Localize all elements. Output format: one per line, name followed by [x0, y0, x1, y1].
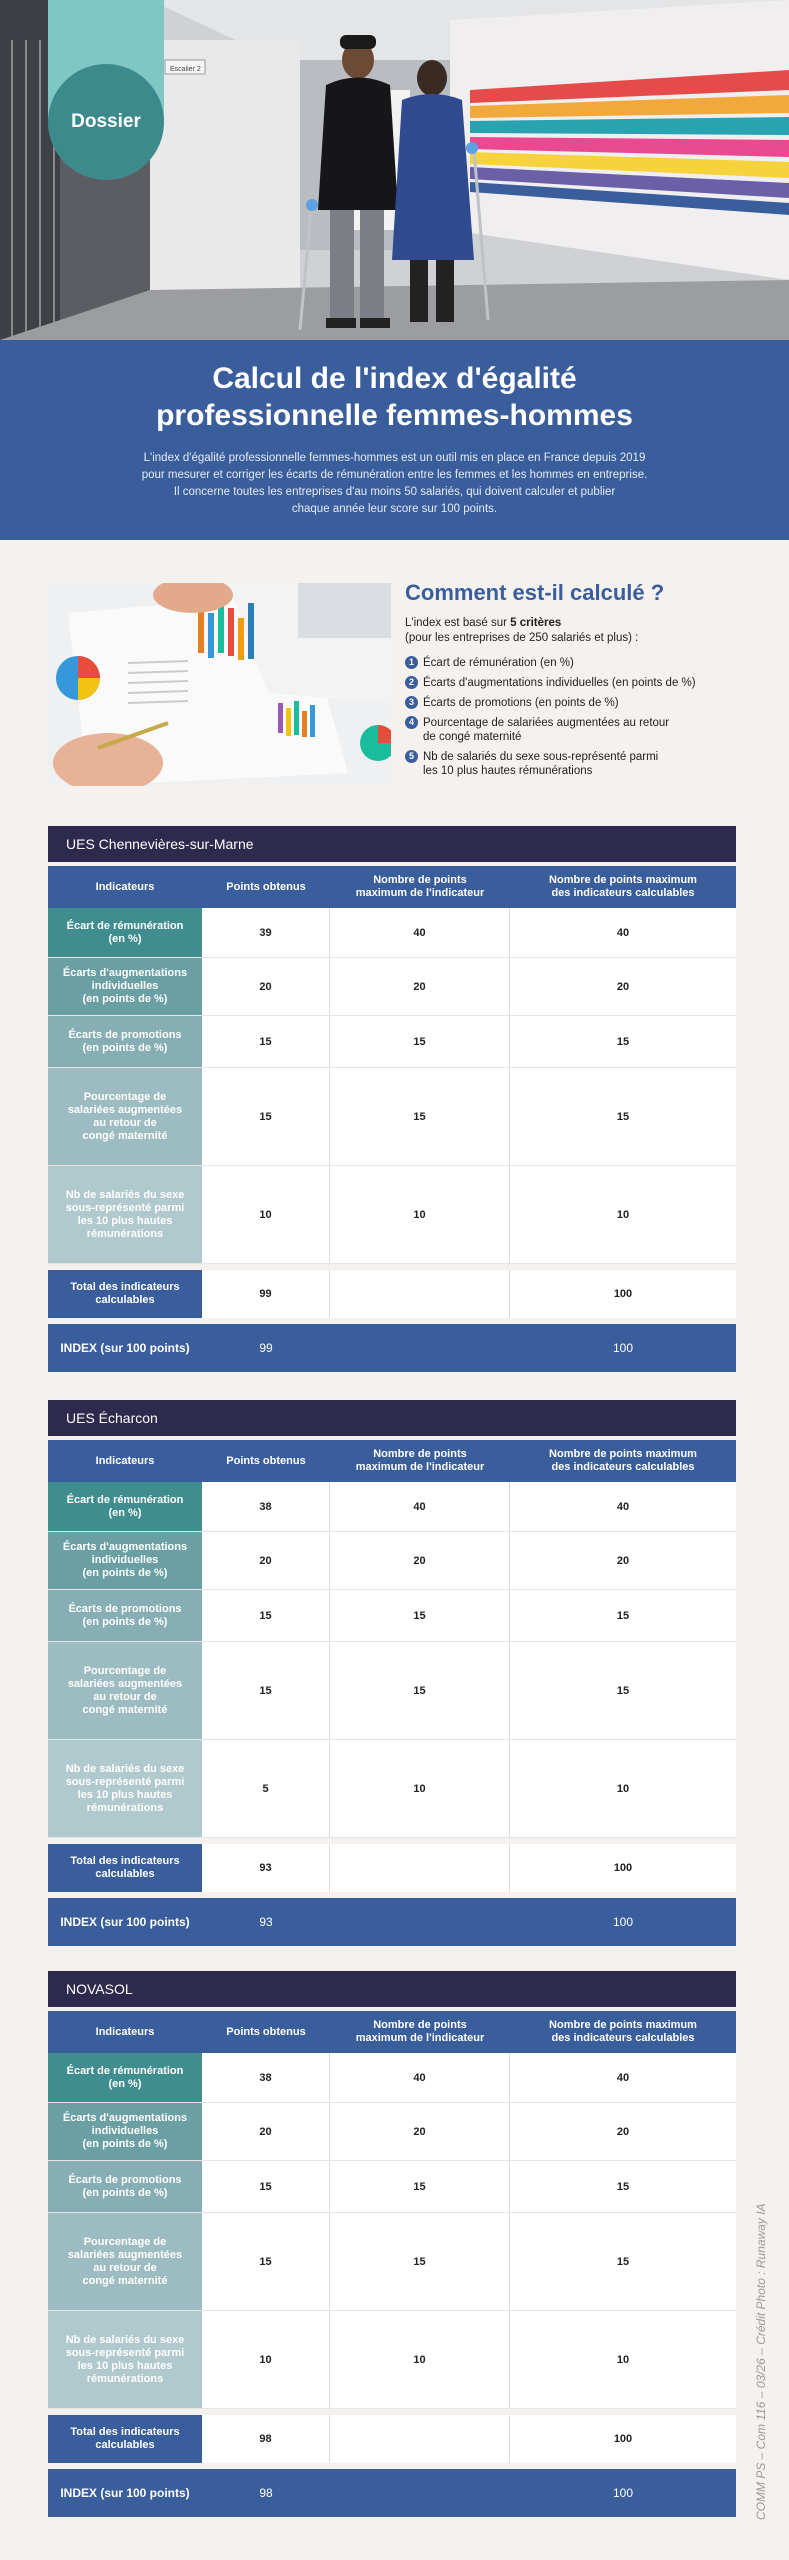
row-label-line: rémunérations — [86, 1801, 164, 1814]
criterion-item — [405, 716, 745, 744]
points-calc: 15 — [616, 1684, 630, 1697]
index-empty — [330, 2469, 510, 2517]
points-calc: 40 — [616, 926, 630, 939]
ues-table — [48, 1400, 736, 1946]
intro-line-4: chaque année leur score sur 100 points. — [291, 503, 498, 515]
points-max: 15 — [330, 2161, 510, 2212]
criterion-item — [405, 656, 745, 670]
index-calc: 100 — [612, 1915, 634, 1929]
row-label-line: congé maternité — [82, 1129, 168, 1142]
col-header-points: Points obtenus — [226, 2025, 306, 2038]
table-header — [48, 2011, 736, 2053]
total-label-line2: calculables — [95, 1294, 155, 1306]
points-calc: 40 — [616, 2071, 630, 2084]
points-max: 20 — [330, 958, 510, 1015]
row-label-line: salariées augmentées — [67, 1677, 183, 1690]
total-row — [48, 1844, 736, 1892]
points-max: 10 — [330, 2311, 510, 2408]
row-label-line: Écart de rémunération — [66, 919, 184, 932]
row-label — [48, 1166, 202, 1263]
index-calc: 100 — [612, 1341, 634, 1355]
row-label-line: Nb de salariés du sexe — [65, 2333, 185, 2346]
index-row — [48, 1324, 736, 1372]
intro-line-1: L'index d'égalité professionnelle femmes-hommes est un outil mis en place en France depuis 2019 — [143, 452, 646, 464]
col-header-max — [330, 866, 510, 908]
intro-line-3: Il concerne toutes les entreprises d'au moins 50 salariés, qui doivent calculer et publier — [173, 486, 616, 498]
points-obtained: 15 — [202, 1068, 330, 1165]
points-max: 15 — [330, 1590, 510, 1641]
total-empty — [330, 1844, 510, 1892]
index-row — [48, 2469, 736, 2517]
intro-prefix: L'index est basé sur — [405, 617, 511, 629]
page-title — [0, 360, 789, 434]
points-obtained: 15 — [202, 1016, 330, 1067]
total-label-line1: Total des indicateurs — [70, 2426, 180, 2438]
col-header-max-line1: Nombre de points — [373, 2019, 467, 2031]
index-points: 99 — [259, 1341, 273, 1355]
points-calc: 15 — [616, 1110, 630, 1123]
index-points: 98 — [259, 2486, 273, 2500]
row-label-line: sous-représenté parmi — [65, 2346, 185, 2359]
row-label-line: Pourcentage de — [83, 2235, 167, 2248]
criterion-text-line2: de congé maternité — [423, 731, 522, 743]
row-label-line: Écart de rémunération — [66, 1493, 184, 1506]
row-label-line: individuelles — [91, 1554, 159, 1566]
col-header-calc-line1: Nombre de points maximum — [549, 874, 697, 886]
row-label-line: sous-représenté parmi — [65, 1201, 185, 1214]
calculation-section — [405, 580, 745, 778]
table-row — [48, 1166, 736, 1264]
points-max: 15 — [330, 1642, 510, 1739]
intro-bold: 5 critères — [510, 617, 562, 629]
total-calc: 100 — [613, 1862, 633, 1874]
table-row — [48, 958, 736, 1016]
row-label — [48, 958, 202, 1015]
row-label-line: Écarts d'augmentations — [62, 1541, 188, 1553]
col-header-points: Points obtenus — [226, 1454, 306, 1467]
criterion-text-line2: les 10 plus hautes rémunérations — [423, 765, 593, 777]
row-label — [48, 2213, 202, 2310]
row-label — [48, 1532, 202, 1589]
points-obtained: 15 — [202, 2213, 330, 2310]
col-header-max-line2: maximum de l'indicateur — [355, 1461, 485, 1473]
charts-illustration — [48, 583, 391, 786]
points-calc: 40 — [616, 1500, 630, 1513]
points-max: 40 — [330, 908, 510, 957]
points-obtained: 38 — [202, 1482, 330, 1531]
table-row — [48, 2213, 736, 2311]
points-calc: 15 — [616, 2180, 630, 2193]
total-row — [48, 1270, 736, 1318]
ues-table — [48, 1971, 736, 2517]
points-max: 15 — [330, 1016, 510, 1067]
dossier-badge — [48, 64, 164, 180]
row-label — [48, 1590, 202, 1641]
row-label — [48, 1482, 202, 1531]
row-label — [48, 1068, 202, 1165]
index-label: INDEX (sur 100 points) — [60, 1341, 190, 1355]
total-label-line2: calculables — [95, 1868, 155, 1880]
col-header-calc-line2: des indicateurs calculables — [551, 2032, 695, 2044]
table-row — [48, 1642, 736, 1740]
row-label — [48, 1740, 202, 1837]
points-calc: 15 — [616, 1609, 630, 1622]
points-calc: 20 — [616, 980, 630, 993]
row-label-line: (en points de %) — [82, 1615, 168, 1628]
points-calc: 20 — [616, 2125, 630, 2138]
intro-line-2: pour mesurer et corriger les écarts de rémunération entre les femmes et les hommes en entreprise. — [141, 469, 648, 481]
points-obtained: 39 — [202, 908, 330, 957]
row-label-line: individuelles — [91, 980, 159, 992]
total-points: 98 — [202, 2415, 330, 2463]
criterion-number: 4 — [405, 716, 418, 729]
index-points: 93 — [259, 1915, 273, 1929]
criterion-text — [423, 750, 658, 778]
col-header-calc-line2: des indicateurs calculables — [551, 1461, 695, 1473]
row-label-line: (en %) — [108, 2077, 142, 2090]
total-label — [48, 1270, 202, 1318]
table-row — [48, 908, 736, 958]
row-label-line: (en points de %) — [82, 1041, 168, 1054]
charts-photo — [48, 583, 391, 786]
row-label-line: (en %) — [108, 932, 142, 945]
points-obtained: 15 — [202, 1590, 330, 1641]
row-label-line: Écarts d'augmentations — [62, 967, 188, 979]
col-header-max — [330, 1440, 510, 1482]
criteria-list — [405, 656, 745, 778]
criterion-text-line1: Écarts d'augmentations individuelles (en points de %) — [423, 677, 696, 689]
points-obtained: 20 — [202, 2103, 330, 2160]
table-header — [48, 866, 736, 908]
col-header-max-line2: maximum de l'indicateur — [355, 2032, 485, 2044]
table-row — [48, 2103, 736, 2161]
row-label — [48, 908, 202, 957]
criterion-number: 5 — [405, 750, 418, 763]
row-label-line: (en %) — [108, 1506, 142, 1519]
total-label — [48, 2415, 202, 2463]
points-obtained: 15 — [202, 1642, 330, 1739]
row-label-line: salariées augmentées — [67, 1103, 183, 1116]
col-header-calc-line1: Nombre de points maximum — [549, 1448, 697, 1460]
row-label-line: Écart de rémunération — [66, 2064, 184, 2077]
criterion-text-line1: Écarts de promotions (en points de %) — [423, 697, 619, 709]
total-label-line1: Total des indicateurs — [70, 1855, 180, 1867]
row-label-line: salariées augmentées — [67, 2248, 183, 2261]
credit-text: COMM PS – Com 116 – 03/26 – Crédit Photo : Runaway IA — [754, 2203, 768, 2520]
index-empty — [330, 1324, 510, 1372]
points-max: 10 — [330, 1166, 510, 1263]
row-label — [48, 1016, 202, 1067]
points-max: 40 — [330, 1482, 510, 1531]
criterion-number: 2 — [405, 676, 418, 689]
criterion-text-line1: Pourcentage de salariées augmentées au retour — [423, 717, 670, 729]
row-label-line: Écarts d'augmentations — [62, 2112, 188, 2124]
criterion-number: 1 — [405, 656, 418, 669]
criterion-item — [405, 696, 745, 710]
row-label — [48, 2053, 202, 2102]
criterion-text-line1: Nb de salariés du sexe sous-représenté parmi — [423, 751, 659, 763]
row-label-line: au retour de — [93, 2261, 157, 2274]
row-label-line: Pourcentage de — [83, 1090, 167, 1103]
points-obtained: 10 — [202, 2311, 330, 2408]
row-label-line: congé maternité — [82, 2274, 168, 2287]
row-label-line: Écarts de promotions — [68, 2173, 182, 2186]
ues-table — [48, 826, 736, 1372]
ues-name: NOVASOL — [48, 1971, 736, 2007]
total-empty — [330, 1270, 510, 1318]
index-label: INDEX (sur 100 points) — [60, 1915, 190, 1929]
points-obtained: 20 — [202, 958, 330, 1015]
ues-name: UES Chennevières-sur-Marne — [48, 826, 736, 862]
table-row — [48, 1740, 736, 1838]
row-label — [48, 2311, 202, 2408]
row-label-line: au retour de — [93, 1116, 157, 1129]
title-line-2: professionnelle femmes-hommes — [156, 399, 633, 432]
row-label-line: les 10 plus hautes — [77, 1788, 173, 1801]
index-calc: 100 — [612, 2486, 634, 2500]
row-label-line: rémunérations — [86, 1227, 164, 1240]
table-row — [48, 2053, 736, 2103]
total-empty — [330, 2415, 510, 2463]
intro-paragraph — [0, 450, 789, 518]
col-header-indicators: Indicateurs — [95, 880, 155, 893]
row-label — [48, 2103, 202, 2160]
criterion-text — [423, 696, 619, 710]
criterion-text-line1: Écart de rémunération (en %) — [423, 657, 574, 669]
criterion-text — [423, 676, 696, 690]
total-label-line2: calculables — [95, 2439, 155, 2451]
points-obtained: 20 — [202, 1532, 330, 1589]
row-label-line: individuelles — [91, 2125, 159, 2137]
col-header-calc-line2: des indicateurs calculables — [551, 887, 695, 899]
row-label-line: Pourcentage de — [83, 1664, 167, 1677]
criterion-number: 3 — [405, 696, 418, 709]
title-band — [0, 340, 789, 540]
table-row — [48, 1016, 736, 1068]
col-header-max — [330, 2011, 510, 2053]
col-header-calc — [510, 1440, 736, 1482]
door-sign: Escalier 2 — [170, 66, 201, 73]
row-label — [48, 1642, 202, 1739]
col-header-points: Points obtenus — [226, 880, 306, 893]
dossier-label: Dossier — [71, 111, 141, 132]
row-label-line: congé maternité — [82, 1703, 168, 1716]
points-max: 40 — [330, 2053, 510, 2102]
col-header-calc-line1: Nombre de points maximum — [549, 2019, 697, 2031]
total-points: 99 — [202, 1270, 330, 1318]
total-row — [48, 2415, 736, 2463]
col-header-max-line1: Nombre de points — [373, 1448, 467, 1460]
criterion-text — [423, 716, 669, 744]
row-label-line: (en points de %) — [82, 1567, 168, 1579]
row-label-line: Écarts de promotions — [68, 1602, 182, 1615]
intro-line2: (pour les entreprises de 250 salariés et plus) : — [405, 632, 639, 644]
title-line-1: Calcul de l'index d'égalité — [212, 362, 577, 395]
row-label-line: (en points de %) — [82, 993, 168, 1005]
col-header-max-line2: maximum de l'indicateur — [355, 887, 485, 899]
total-points: 93 — [202, 1844, 330, 1892]
calculation-heading: Comment est-il calculé ? — [405, 580, 665, 605]
index-row — [48, 1898, 736, 1946]
col-header-max-line1: Nombre de points — [373, 874, 467, 886]
row-label-line: (en points de %) — [82, 2138, 168, 2150]
row-label-line: rémunérations — [86, 2372, 164, 2385]
criterion-item — [405, 750, 745, 778]
table-row — [48, 1590, 736, 1642]
points-obtained: 15 — [202, 2161, 330, 2212]
row-label-line: les 10 plus hautes — [77, 1214, 173, 1227]
criterion-item — [405, 676, 745, 690]
index-label: INDEX (sur 100 points) — [60, 2486, 190, 2500]
table-row — [48, 2161, 736, 2213]
points-max: 15 — [330, 1068, 510, 1165]
col-header-calc — [510, 866, 736, 908]
col-header-calc — [510, 2011, 736, 2053]
total-label-line1: Total des indicateurs — [70, 1281, 180, 1293]
table-row — [48, 1068, 736, 1166]
total-label — [48, 1844, 202, 1892]
table-header — [48, 1440, 736, 1482]
row-label-line: Nb de salariés du sexe — [65, 1762, 185, 1775]
row-label-line: au retour de — [93, 1690, 157, 1703]
row-label-line: Écarts de promotions — [68, 1028, 182, 1041]
col-header-indicators: Indicateurs — [95, 1454, 155, 1467]
points-calc: 20 — [616, 1554, 630, 1567]
row-label-line: (en points de %) — [82, 2186, 168, 2199]
total-calc: 100 — [613, 1288, 633, 1300]
row-label-line: les 10 plus hautes — [77, 2359, 173, 2372]
calculation-intro — [405, 616, 745, 646]
index-empty — [330, 1898, 510, 1946]
row-label-line: sous-représenté parmi — [65, 1775, 185, 1788]
row-label-line: Nb de salariés du sexe — [65, 1188, 185, 1201]
points-calc: 10 — [616, 1782, 630, 1795]
ues-name: UES Écharcon — [48, 1400, 736, 1436]
table-row — [48, 1482, 736, 1532]
table-row — [48, 2311, 736, 2409]
total-calc: 100 — [613, 2433, 633, 2445]
points-obtained: 38 — [202, 2053, 330, 2102]
table-row — [48, 1532, 736, 1590]
points-calc: 10 — [616, 1208, 630, 1221]
points-max: 10 — [330, 1740, 510, 1837]
points-max: 15 — [330, 2213, 510, 2310]
row-label — [48, 2161, 202, 2212]
col-header-indicators: Indicateurs — [95, 2025, 155, 2038]
points-calc: 15 — [616, 1035, 630, 1048]
hero-photo — [0, 0, 789, 340]
points-obtained: 5 — [202, 1740, 330, 1837]
points-calc: 10 — [616, 2353, 630, 2366]
points-obtained: 10 — [202, 1166, 330, 1263]
points-calc: 15 — [616, 2255, 630, 2268]
points-max: 20 — [330, 2103, 510, 2160]
points-max: 20 — [330, 1532, 510, 1589]
criterion-text — [423, 656, 574, 670]
